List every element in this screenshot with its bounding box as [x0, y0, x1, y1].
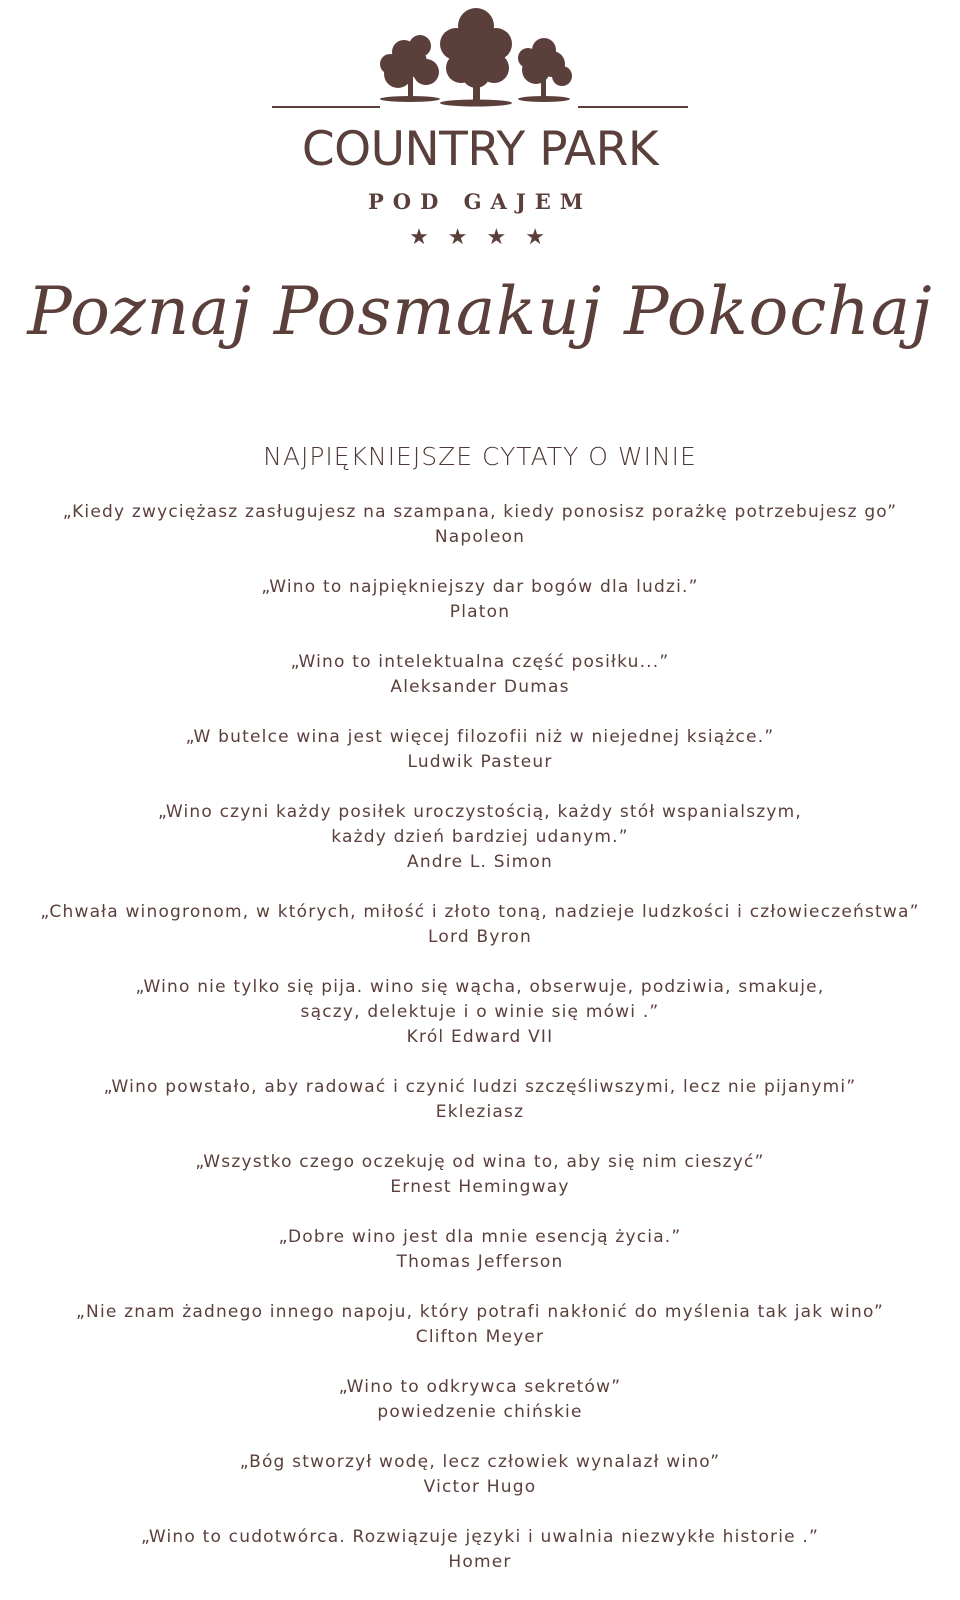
slogan: Poznaj Posmakuj Pokochaj: [27, 273, 933, 350]
quote-text: „Wino to cudotwórca. Rozwiązuje języki i uwalnia niezwykłe historie .”: [140, 1527, 820, 1547]
quote-item: [0, 1225, 960, 1275]
page-title: NAJPIĘKNIEJSZE CYTATY O WINIE: [263, 442, 697, 471]
quote-item: [0, 1375, 960, 1425]
quote-item: [0, 1525, 960, 1575]
quote-author: Homer: [448, 1552, 512, 1572]
quote-text: „Nie znam żadnego innego napoju, który potrafi nakłonić do myślenia tak jak wino”: [76, 1302, 884, 1322]
quote-text: „Wino nie tylko się pija. wino się wącha, obserwuje, podziwia, smakuje,: [135, 977, 825, 997]
quote-author: Aleksander Dumas: [390, 677, 570, 697]
quote-item: [0, 800, 960, 875]
quote-author: Król Edward VII: [406, 1027, 554, 1047]
quote-text: „Wszystko czego oczekuję od wina to, aby się nim cieszyć”: [195, 1152, 765, 1172]
quote-text: „Wino to odkrywca sekretów”: [338, 1377, 622, 1397]
quote-text: „Dobre wino jest dla mnie esencją życia.”: [278, 1227, 682, 1247]
quote-item: [0, 1150, 960, 1200]
quote-text: „Wino to najpiękniejszy dar bogów dla ludzi.”: [261, 577, 699, 597]
quote-item: [0, 1450, 960, 1500]
quote-item: [0, 975, 960, 1050]
quote-author: Lord Byron: [428, 927, 532, 947]
quote-text: każdy dzień bardziej udanym.”: [331, 827, 629, 847]
quote-author: Ernest Hemingway: [390, 1177, 570, 1197]
quote-author: powiedzenie chińskie: [377, 1402, 583, 1422]
quote-list: [0, 500, 960, 1600]
star-rating-icon: ★ ★ ★ ★: [409, 225, 551, 250]
quote-text: „Wino powstało, aby radować i czynić ludzi szczęśliwszymi, lecz nie pijanymi”: [103, 1077, 857, 1097]
quote-item: [0, 575, 960, 625]
quote-text: „Wino czyni każdy posiłek uroczystością, każdy stół wspanialszym,: [157, 802, 803, 822]
quote-text: „Chwała winogronom, w których, miłość i złoto toną, nadzieje ludzkości i człowieczeństwa”: [40, 902, 920, 922]
quote-author: Clifton Meyer: [415, 1327, 545, 1347]
quote-item: [0, 500, 960, 550]
logo-rule-left: [272, 106, 380, 108]
quote-author: Platon: [449, 602, 511, 622]
trees-icon: [376, 4, 586, 108]
logo: [0, 0, 960, 260]
quote-item: [0, 900, 960, 950]
logo-rule-right: [578, 106, 688, 108]
quote-author: Thomas Jefferson: [396, 1252, 564, 1272]
quote-item: [0, 1300, 960, 1350]
quote-text: „Wino to intelektualna część posiłku...”: [290, 652, 670, 672]
logo-brand: COUNTRY PARK: [301, 122, 659, 177]
quote-author: Andre L. Simon: [406, 852, 553, 872]
quote-author: Ludwik Pasteur: [407, 752, 553, 772]
logo-subtitle: POD GAJEM: [367, 189, 593, 214]
quote-item: [0, 725, 960, 775]
quote-text: „Bóg stworzył wodę, lecz człowiek wynalazł wino”: [239, 1452, 721, 1472]
quote-item: [0, 1075, 960, 1125]
quote-text: „W butelce wina jest więcej filozofii niż w niejednej książce.”: [185, 727, 775, 747]
quote-author: Napoleon: [434, 527, 526, 547]
quote-text: „Kiedy zwyciężasz zasługujesz na szampana, kiedy ponosisz porażkę potrzebujesz go”: [62, 502, 898, 522]
quote-text: sączy, delektuje i o winie się mówi .”: [300, 1002, 660, 1022]
quote-author: Victor Hugo: [423, 1477, 537, 1497]
quote-item: [0, 650, 960, 700]
quote-author: Ekleziasz: [435, 1102, 525, 1122]
